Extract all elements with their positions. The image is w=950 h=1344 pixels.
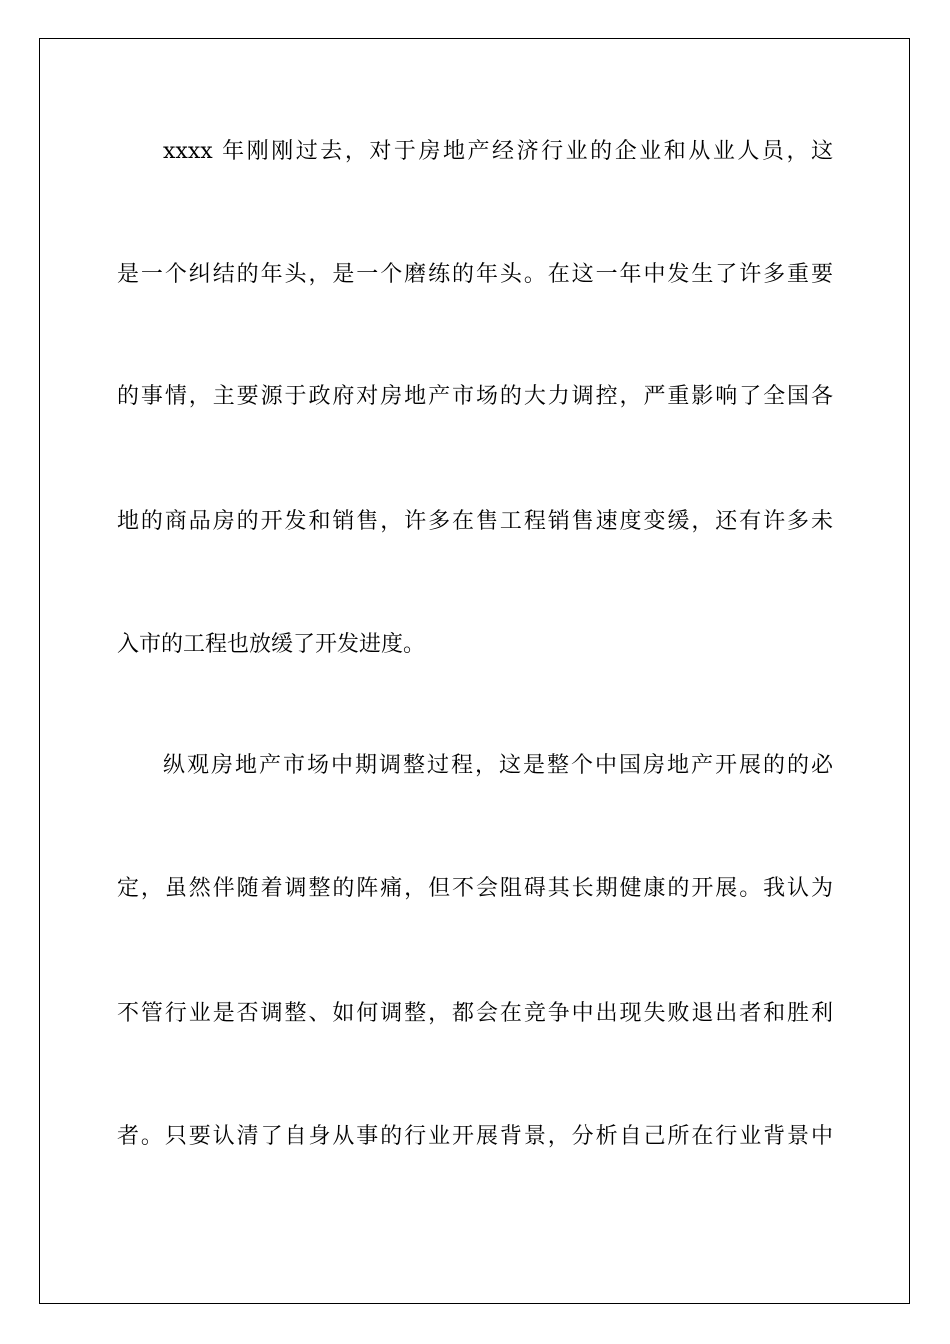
paragraph-1-line-5: 入市的工程也放缓了开发进度。 xyxy=(117,632,426,657)
page-border xyxy=(39,38,910,1304)
paragraph-1-line-3: 的事情，主要源于政府对房地产市场的大力调控，严重影响了全国各 xyxy=(117,384,833,409)
paragraph-1-line-4: 地的商品房的开发和销售，许多在售工程销售速度变缓，还有许多未 xyxy=(117,509,833,534)
paragraph-2-line-3: 不管行业是否调整、如何调整，都会在竞争中出现失败退出者和胜利 xyxy=(117,1001,833,1026)
paragraph-1-line-2: 是一个纠结的年头，是一个磨练的年头。在这一年中发生了许多重要 xyxy=(117,262,833,287)
paragraph-2-line-1: 纵观房地产市场中期调整过程，这是整个中国房地产开展的的必 xyxy=(163,753,833,778)
paragraph-1-line-1: xxxx 年刚刚过去，对于房地产经济行业的企业和从业人员，这 xyxy=(163,139,833,164)
paragraph-2-line-4: 者。只要认清了自身从事的行业开展背景，分析自己所在行业背景中 xyxy=(117,1124,833,1149)
paragraph-2-line-2: 定，虽然伴随着调整的阵痛，但不会阻碍其长期健康的开展。我认为 xyxy=(117,876,833,901)
